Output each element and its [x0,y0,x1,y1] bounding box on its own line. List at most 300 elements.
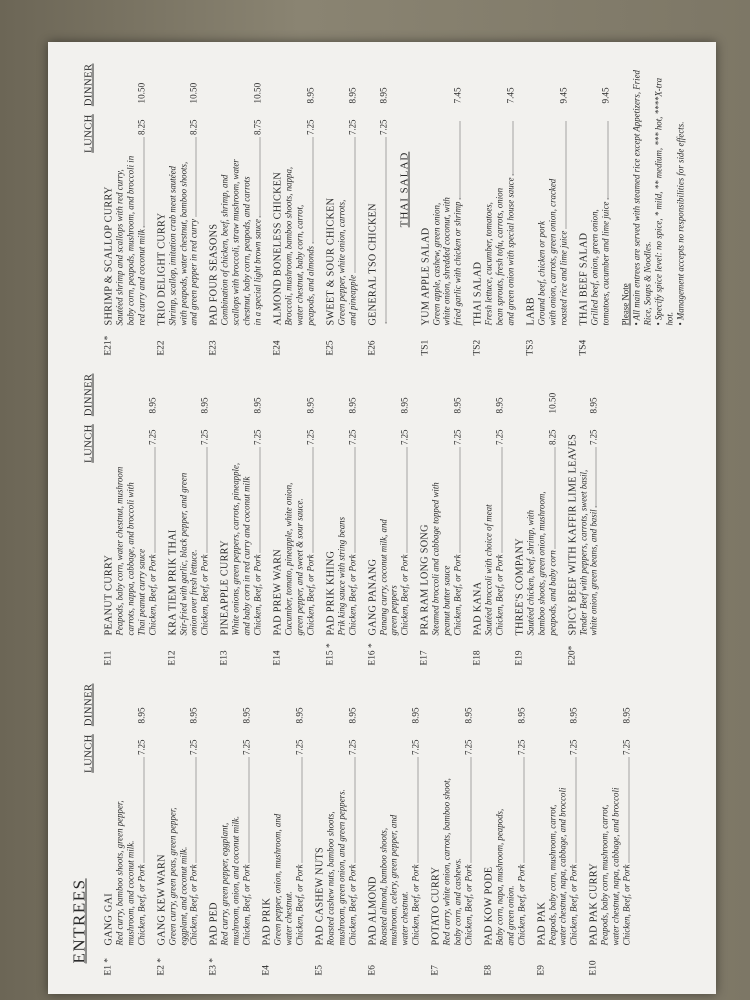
note-line: • Specify spice level: no spice, * mild, ** medium, *** hot, ****X-tra hot. [653,77,675,326]
lunch-price: 7.25 [399,429,410,446]
item-description: Stir-fried with garlic, black pepper, and green [178,472,189,636]
lunch-header: LUNCH [83,114,95,153]
item-description: green peppers [388,585,399,636]
item-code: E26 [367,340,378,356]
dot-leader [554,447,555,548]
item-code: E17 [419,650,430,666]
price-line [411,740,421,946]
dinner-price: 8.95 [410,707,421,724]
price-line [347,120,357,326]
dinner-price: 8.95 [241,707,252,724]
price-line [558,120,568,326]
item-description: bean sprouts, fresh tofu, carrots, onion [494,187,505,326]
lunch-price: 7.25 [463,739,474,756]
menu-item [367,64,388,356]
note-line: • Management accepts no responsibilities for side effects. [675,121,686,326]
lunch-price: 7.25 [241,739,252,756]
item-choice: and green onion with special house sauce [505,177,516,326]
item-description: and green onion. [505,885,516,946]
item-description: carrots, nappa, cabbage, and broccoli with [125,482,136,636]
dinner-price: 8.95 [188,707,199,724]
dinner-price: 8.95 [252,397,263,414]
dot-leader [354,757,355,862]
menu-item-list [104,64,389,356]
price-line [589,430,599,636]
menu-item [325,374,357,666]
salad-item-list [420,64,610,356]
dinner-price: 9.45 [600,87,611,104]
item-code: TS3 [525,339,536,356]
item-description: green pepper, and sweet & sour sauce. [294,498,305,636]
item-name: GANG GAI [103,893,115,946]
dot-leader [260,137,261,217]
item-name: GANG PANANG [367,558,379,636]
item-choice: Chicken, Beef, or Pork [252,554,263,636]
item-description: Roasted cashew nuts, bamboo shoots, [325,811,336,946]
menu-sheet [48,42,716,994]
item-description: scallops with broccoli, straw mushroom, water [230,159,241,326]
menu-column-3 [70,64,700,356]
price-line [453,120,463,326]
item-code: E1 * [103,958,114,976]
dot-leader [596,447,597,507]
dot-leader [629,757,630,862]
menu-item [578,64,610,356]
dinner-price: 8.95 [347,707,358,724]
item-name: PAD PRIK [261,897,273,946]
item-code: E22 [156,340,167,356]
item-name: PAD KOW PODE [483,866,495,946]
item-description: baby corn, peapods, mushroom, and broccoli in [125,155,136,326]
lunch-price: 8.25 [547,429,558,446]
menu-item-list [104,684,642,976]
dot-leader [354,447,355,552]
dinner-price: 8.95 [199,397,210,414]
price-line [378,120,388,326]
item-choice: and green pepper in red curry [188,218,199,326]
lunch-price: 7.25 [147,429,158,446]
dinner-price: 9.45 [558,87,569,104]
lunch-price: 7.25 [588,429,599,446]
menu-item [589,684,632,976]
item-choice: white onion, green beans, and basil [588,509,599,636]
lunch-price: 7.25 [347,119,358,136]
item-name: LARB [525,297,537,326]
lunch-price: 7.25 [199,429,210,446]
item-name: GENERAL TSO CHICKEN [367,203,379,326]
item-choice: and pineapple [347,274,358,326]
dinner-price: 10.50 [547,392,558,414]
dot-leader [154,447,155,552]
item-name: PAD KANA [472,581,484,636]
dot-leader [143,757,144,862]
lunch-price: 7.25 [136,739,147,756]
item-choice: Chicken, Beef, or Pork [294,864,305,946]
item-name: GANG KEW WARN [156,854,168,946]
item-name: THREE'S COMPANY [514,538,526,636]
item-code: E14 [272,650,283,666]
item-description: Red curry, bamboo shoots, green pepper, [114,800,125,946]
item-description: Panang curry, coconut milk, and [378,519,389,636]
dot-leader [143,137,144,227]
item-description: Green curry, green peas, green pepper, [167,807,178,946]
price-line [253,430,263,636]
item-name: THAI BEEF SALAD [578,232,590,326]
item-description: Broccoli, mushroom, bamboo shoots, nappa, [283,166,294,326]
lunch-price: 7.25 [305,429,316,446]
dinner-price: 8.95 [147,397,158,414]
lunch-price: 7.25 [347,429,358,446]
item-name: PAD FOUR SEASONS [208,223,220,326]
item-choice: Chicken, Beef, or Pork [347,864,358,946]
item-description: Green pepper, white onion, carrots, [336,199,347,326]
item-choice: Chicken, Beef, or Pork [147,554,158,636]
item-code: E8 [483,965,494,976]
item-code: E7 [430,965,441,976]
item-description: eggplant, and coconut milk. [178,846,189,946]
lunch-price: 8.25 [136,119,147,136]
lunch-price: 7.25 [305,119,316,136]
dinner-header: DINNER [83,63,95,107]
lunch-header: LUNCH [83,734,95,773]
item-choice: peapods, and almonds [305,245,316,326]
menu-item [220,374,263,666]
item-name: ALMOND BONELESS CHICKEN [272,172,284,326]
item-code: E16 * [367,643,378,666]
menu-item [262,684,305,976]
item-description: Fresh lettuce, cucumber, tomatoes, [483,202,494,326]
dot-leader [312,447,313,552]
item-name: SHRIMP & SCALLOP CURRY [103,186,115,326]
dinner-price: 7.45 [505,87,516,104]
item-description: Sautéed chicken, beef, shrimp, with [525,510,536,636]
item-description: Red curry, white onion, carrots, bamboo shoot, [441,778,452,946]
item-name: PAD PAK [536,901,548,946]
item-code: TS1 [420,339,431,356]
item-description: mushroom, onion, and coconut milk. [230,815,241,946]
section-title: ENTREES [69,878,89,964]
price-header [84,684,95,773]
dot-leader [607,122,608,200]
item-code: E11 [103,650,114,666]
item-name: PAD PREW WARN [272,549,284,636]
item-name: SPICY BEEF WITH KAFFIR LIME LEAVES [567,433,579,636]
menu-item [314,684,357,976]
item-description: Shrimp, scallop, imitation crab meat sautéed [167,166,178,326]
item-description: Ground beef, chicken or pork [536,221,547,326]
lunch-price: 8.25 [188,119,199,136]
item-choice: fried garlic with chicken or shrimp [452,201,463,326]
item-code: E25 [325,340,336,356]
item-description: Green pepper, onion, mushroom, and [272,813,283,946]
dot-leader [312,137,313,244]
item-description: with peapods, water chestnut, bamboo shoots, [178,161,189,326]
lunch-price: 7.25 [347,739,358,756]
item-name: TRIO DELIGHT CURRY [156,212,168,326]
dinner-price: 8.95 [294,707,305,724]
item-code: E23 [208,340,219,356]
item-choice: Chicken, Beef, or Pork [199,554,210,636]
lunch-price: 7.25 [252,429,263,446]
menu-item [431,684,474,976]
item-name: YUM APPLE SALAD [420,227,432,326]
item-choice: roasted rice and lime juice [558,230,569,326]
item-description: Prik king sauce with string beans [336,516,347,636]
lunch-price: 7.25 [378,119,389,136]
dinner-price: 8.95 [588,397,599,414]
dinner-price: 8.95 [568,707,579,724]
price-line [547,430,557,636]
item-choice: Chicken, Beef, or Pork [410,864,421,946]
menu-item [367,684,421,976]
item-choice: Chicken, Beef, or Pork [347,554,358,636]
item-code: E10 [588,960,599,976]
menu-item [367,374,410,666]
price-line [147,430,157,636]
menu-note [620,64,687,356]
menu-item [104,684,147,976]
dinner-price: 8.95 [305,397,316,414]
item-name: PAD PRIK KHING [325,550,337,636]
menu-item [209,684,252,976]
price-line [516,740,526,946]
item-name: PAD ALMOND [367,876,379,946]
dot-leader [196,137,197,217]
item-choice: tomatoes, cucumber and lime juice [600,201,611,326]
item-description: peanut butter sauce [441,565,452,636]
note-line: • All main entrees are served with steamed rice except Appetizers, Fried [631,70,642,326]
price-line [463,740,473,946]
lunch-price: 7.25 [516,739,527,756]
item-description: bamboo shoots, green onion, mushroom, [536,491,547,636]
dinner-price: 8.95 [463,707,474,724]
price-line [400,430,410,636]
menu-item [483,684,526,976]
dot-leader [249,757,250,862]
menu-item [567,374,599,666]
lunch-price: 7.25 [621,739,632,756]
item-description: mushroom, celery, green pepper, and [388,814,399,946]
dinner-price: 8.95 [494,397,505,414]
item-code: E3 * [208,958,219,976]
item-choice: red curry and coconut milk [136,229,147,326]
price-line [305,120,315,326]
item-name: POTATO CURRY [430,866,442,946]
dinner-header: DINNER [83,683,95,727]
item-choice: Chicken, Beef, or Pork [568,864,579,946]
dot-leader [260,447,261,552]
lunch-price: 7.25 [568,739,579,756]
item-code: E19 [514,650,525,666]
lunch-header: LUNCH [83,424,95,463]
dinner-price: 8.95 [399,397,410,414]
item-description: white onion, shredded coconut, with [441,197,452,326]
price-line [189,120,199,326]
item-choice: Chicken, Beef, or Pork [188,864,199,946]
item-description: water chestnut, napa, cabbage, and broccoli [610,787,621,946]
item-code: E24 [272,340,283,356]
dinner-price: 8.95 [305,87,316,104]
item-description: Cucumber, tomato, pineapple, white onion, [283,482,294,636]
dinner-price: 7.45 [452,87,463,104]
item-description: mushroom, green onion, and green peppers. [336,789,347,946]
dinner-price: 10.50 [188,82,199,104]
price-line [569,740,579,946]
item-description: Tender Beef with peppers, carrots, sweet basil, [578,469,589,636]
item-description: Combination of chicken, beef, shrimp, and [219,174,230,326]
item-description: chestnut, baby corn, peapods, and carrots [241,176,252,326]
item-choice: Chicken, Beef, or Pork [621,864,632,946]
price-line [294,740,304,946]
dinner-price: 8.95 [452,397,463,414]
item-name: PEANUT CURRY [103,554,115,636]
dinner-price: 8.95 [136,707,147,724]
item-code: E20* [567,645,578,666]
price-line [242,740,252,946]
item-description: Grilled beef, onion, green onion, [589,209,600,326]
item-code: E15 * [325,643,336,666]
note-line: Rice, Soups & Noodles. [642,241,653,326]
item-choice: in a special light brown sauce [252,219,263,326]
item-choice: Chicken, Beef, or Pork [463,864,474,946]
dot-leader [301,757,302,862]
lunch-price: 7.25 [410,739,421,756]
item-description: Peapods, baby corn, mushroom, carrot, [599,804,610,946]
menu-item [156,684,199,976]
item-name: KRA TIEM PRIK THAI [167,529,179,636]
dinner-header: DINNER [83,373,95,417]
item-name: PINEAPPLE CURRY [219,540,231,636]
item-description: Sautéed broccoli with choice of meat [483,504,494,636]
item-description: Peapods, baby corn, mushroom, carrot, [547,804,558,946]
menu-item [514,374,557,666]
item-code: E2 * [156,958,167,976]
item-description: Roasted almond, bamboo shoots, [378,827,389,946]
price-line [347,740,357,946]
item-description: water chestnut, napa, cabbage, and broccoli [557,787,568,946]
price-header [84,374,95,463]
item-description: Red curry, green pepper, eggplant, [219,822,230,946]
dot-leader [418,757,419,862]
item-choice: peapods, and baby corn [547,550,558,636]
dot-leader [576,757,577,862]
item-code: TS4 [578,339,589,356]
price-line [136,740,146,946]
item-description: with onion, carrots, green onion, cracked [547,178,558,326]
item-choice: Chicken, Beef, or Pork [305,554,316,636]
dot-leader [501,447,502,552]
dot-leader [354,137,355,273]
item-description: Sautéed shrimp and scallops with red curry, [114,169,125,326]
item-description: water chestnut. [399,891,410,946]
item-description: Peapods, baby corn, water chestnut, mushroom [114,466,125,636]
menu-item [104,64,147,356]
price-line [253,120,263,326]
dot-leader [565,122,566,229]
dinner-price: 8.95 [378,87,389,104]
item-name: SWEET & SOUR CHICKEN [325,197,337,326]
item-code: TS2 [472,339,483,356]
lunch-price: 8.75 [252,119,263,136]
dinner-price: 8.95 [621,707,632,724]
menu-item [473,64,516,356]
lunch-price: 7.25 [452,429,463,446]
price-line [189,740,199,946]
item-name: THAI SALAD [472,261,484,326]
menu-column-2 [70,374,700,666]
menu-column-1 [70,684,700,976]
item-choice: Chicken, Beef, or Pork [516,864,527,946]
dot-leader [196,757,197,862]
item-description: and baby corn in red curry and coconut milk [241,476,252,636]
item-description: baby corn, and cashews. [452,857,463,946]
item-choice: Chicken, Beef, or Pork [399,554,410,636]
price-line [494,430,504,636]
price-line [305,430,315,636]
dinner-price: 10.50 [136,82,147,104]
item-code: E9 [536,965,547,976]
menu-item [420,374,463,666]
dot-leader [460,122,461,200]
lunch-price: 7.25 [294,739,305,756]
item-description: Green apple, cashew, green onion, [431,202,442,326]
menu-item [104,374,158,666]
item-name: PAD PAK CURRY [588,863,600,946]
price-line [622,740,632,946]
item-description: onion over fresh lettuce. [188,549,199,636]
dot-leader [207,447,208,552]
dot-leader [470,757,471,862]
menu-item [273,374,316,666]
menu-item [536,684,579,976]
menu-rotated-content [60,54,705,984]
item-choice: Chicken, Beef, or Pork [136,864,147,946]
item-description: Baby corn, napa, mushroom, peapods, [494,808,505,946]
dot-leader [385,137,386,323]
menu-item [273,64,316,356]
dinner-price: 8.95 [347,397,358,414]
menu-item-list-wrap [104,64,687,356]
menu-item [209,64,263,356]
item-description: Thai peanut curry sauce [136,548,147,636]
menu-item-list [104,374,609,666]
item-code: E13 [219,650,230,666]
lunch-price: 7.25 [494,429,505,446]
dot-leader [513,122,514,176]
item-description: Steamed broccoli and cabbage topped with [430,482,441,636]
menu-item [156,64,199,356]
menu-item [420,64,463,356]
note-heading: Please Note [620,283,631,326]
item-description: mushroom, and coconut milk. [125,840,136,946]
menu-item [325,64,357,356]
menu-item [526,64,569,356]
item-choice: Chicken, Beef, or Pork [241,864,252,946]
item-code: E21* [103,335,114,356]
item-description: water chestnut. [283,891,294,946]
item-code: E4 [261,965,272,976]
price-line [347,430,357,636]
menu-item [473,374,505,666]
dot-leader [523,757,524,862]
menu-item [167,374,210,666]
dot-leader [460,447,461,552]
item-name: PRA RAM LONG SONG [419,524,431,636]
dinner-price: 10.50 [252,82,263,104]
item-choice: Chicken, Beef, or Pork [452,554,463,636]
item-description: White onions, green peppers, carrots, pineapple, [230,462,241,636]
price-line [600,120,610,326]
